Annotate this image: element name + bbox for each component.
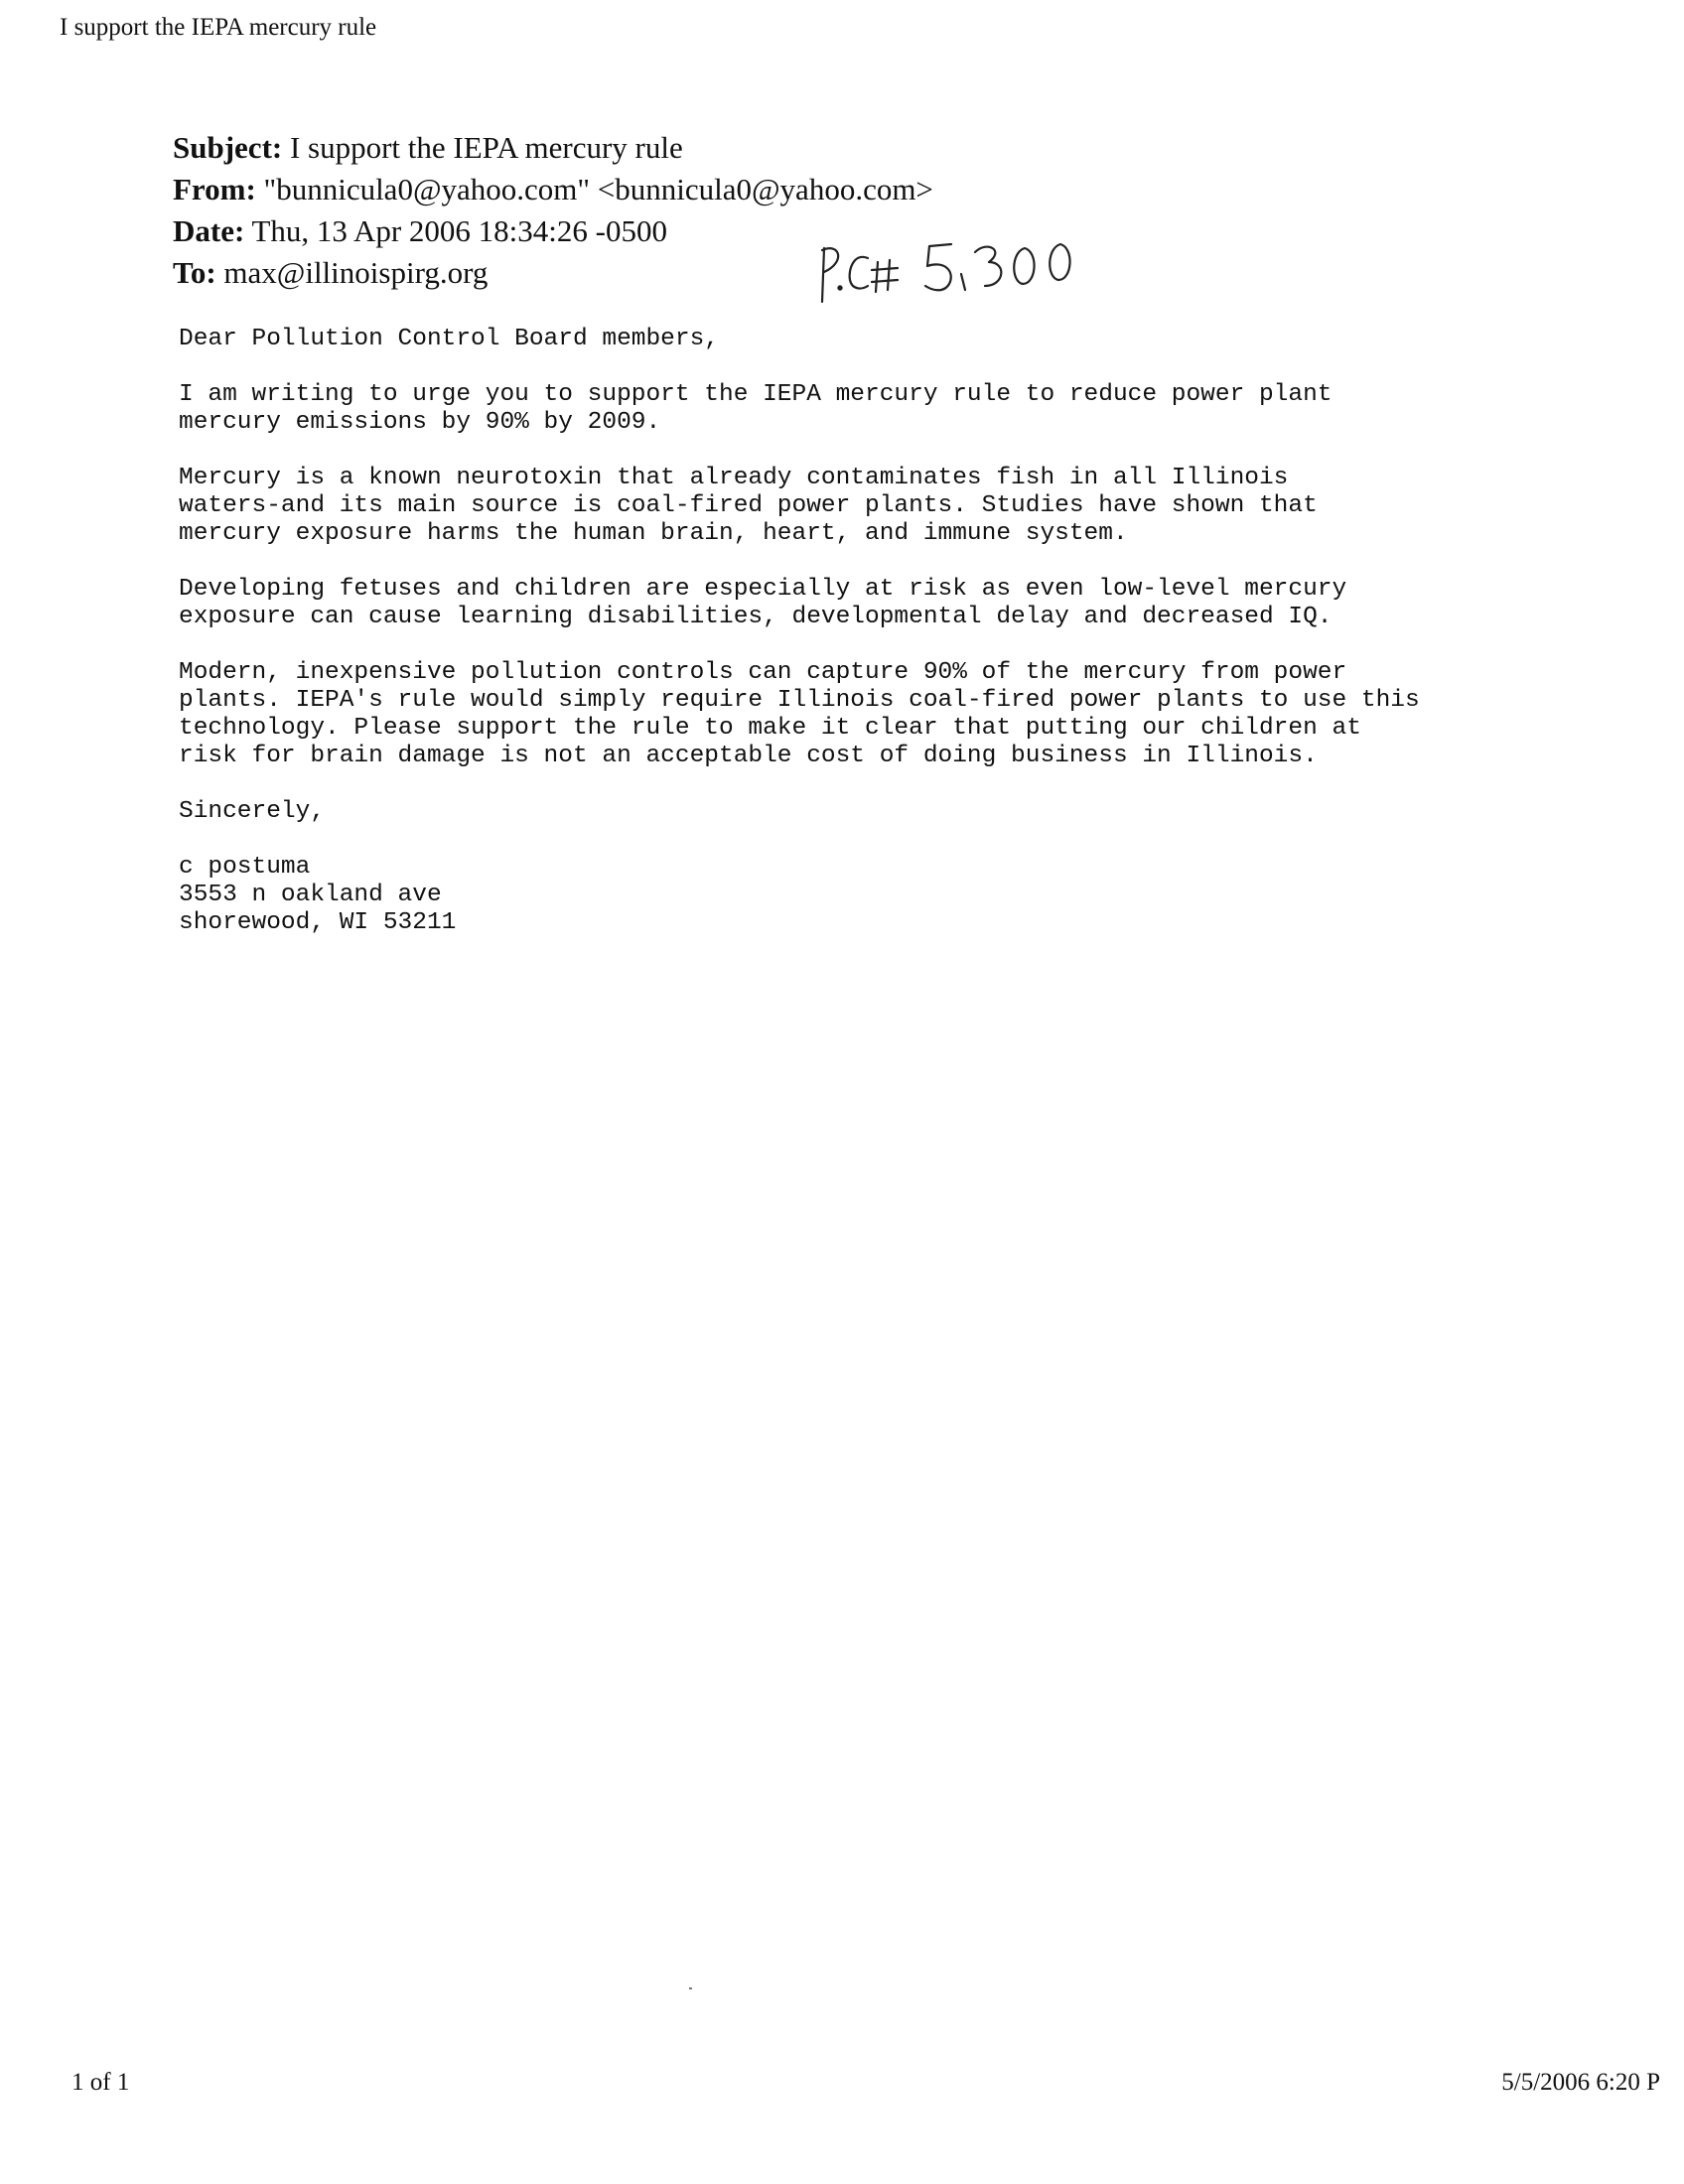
body-paragraph: Mercury is a known neurotoxin that already contaminates fish in all Illinois waters-and its main source is coal-fired power plants. Studies have shown that mercury exposure harms the human brain, heart, and immune system. <box>179 465 1318 547</box>
signature-block <box>179 854 1609 937</box>
page-header: I support the IEPA mercury rule <box>60 14 377 41</box>
scan-speck <box>689 1987 692 1989</box>
date-value: Thu, 13 Apr 2006 18:34:26 -0500 <box>251 213 667 248</box>
page-count: 1 of 1 <box>71 2069 130 2096</box>
body-paragraph: Developing fetuses and children are especially at risk as even low-level mercury exposure can cause learning disabilities, developmental delay and decreased IQ. <box>179 576 1347 630</box>
to-label: To: <box>173 255 216 290</box>
signature-city: shorewood, WI 53211 <box>179 909 457 936</box>
subject-value: I support the IEPA mercury rule <box>289 130 683 165</box>
subject-label: Subject: <box>173 130 283 165</box>
print-timestamp: 5/5/2006 6:20 P <box>1501 2069 1660 2096</box>
from-value: "bunnicula0@yahoo.com" <bunnicula0@yahoo.com> <box>263 172 933 206</box>
body-paragraph: I am writing to urge you to support the IEPA mercury rule to reduce power plant mercury emissions by 90% by 2009. <box>179 381 1333 436</box>
email-body <box>179 326 1609 937</box>
signature-name: c postuma <box>179 854 311 881</box>
from-row <box>173 169 933 210</box>
body-paragraph: Modern, inexpensive pollution controls can capture 90% of the mercury from power plants. IEPA's rule would simply require Illinois coal-fired power plants to use this technology. Please support the rule to make it clear that putting our children at risk for brain damage is not an acceptable cost of doing business in Illinois. <box>179 659 1420 769</box>
signature-street: 3553 n oakland ave <box>179 882 442 908</box>
to-value: max@illinoispirg.org <box>223 255 489 290</box>
handwritten-note <box>810 230 1108 320</box>
closing: Sincerely, <box>179 798 326 825</box>
from-label: From: <box>173 172 256 206</box>
greeting: Dear Pollution Control Board members, <box>179 326 719 352</box>
subject-row <box>173 127 933 169</box>
date-label: Date: <box>173 213 245 248</box>
